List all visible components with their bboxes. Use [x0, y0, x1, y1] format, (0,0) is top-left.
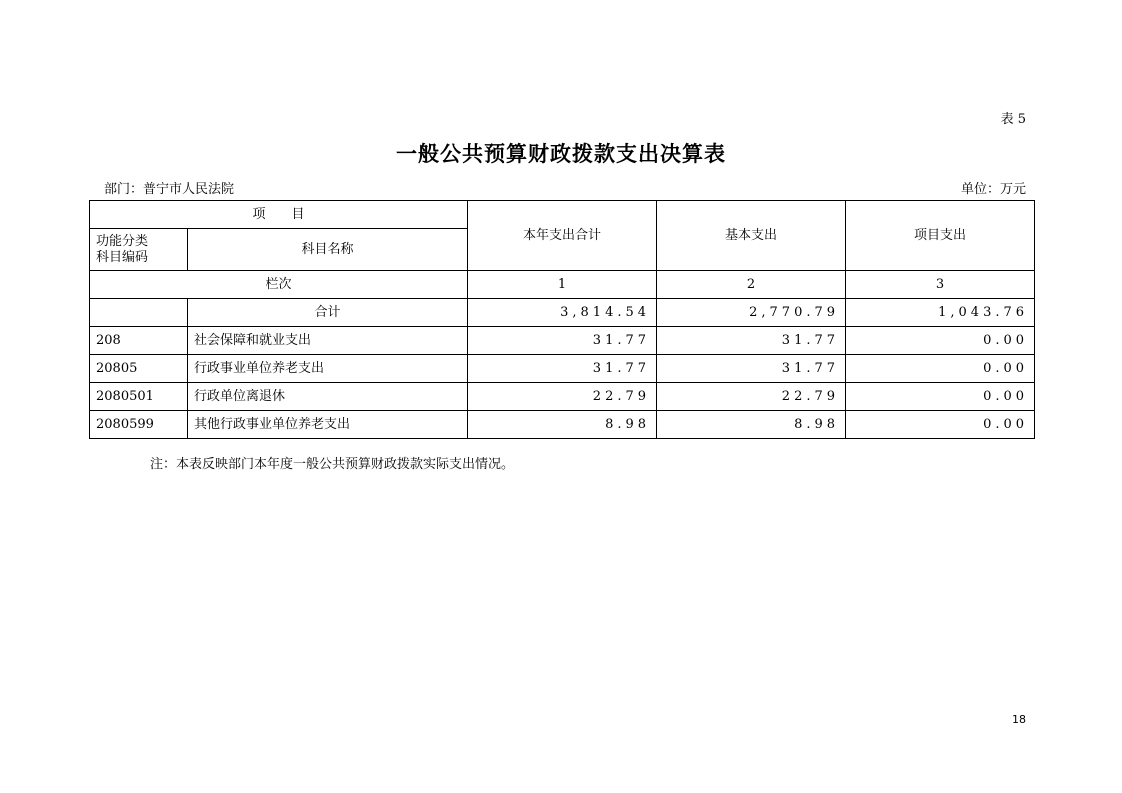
total-value-2: 2,770.79: [657, 299, 846, 327]
total-value-1: 3,814.54: [468, 299, 657, 327]
row-value-2: 22.79: [657, 383, 846, 411]
row-label-cell: 栏次: [90, 271, 468, 299]
total-value-3: 1,043.76: [846, 299, 1035, 327]
row-value-3: 0.00: [846, 411, 1035, 439]
column-number-3: 3: [846, 271, 1035, 299]
row-value-1: 31.77: [468, 327, 657, 355]
row-code-cell: 20805: [90, 355, 188, 383]
row-value-3: 0.00: [846, 355, 1035, 383]
row-value-2: 31.77: [657, 355, 846, 383]
row-value-1: 8.98: [468, 411, 657, 439]
total-code-cell: [90, 299, 188, 327]
row-value-2: 31.77: [657, 327, 846, 355]
table-row: [90, 383, 1035, 411]
row-name-cell: 行政事业单位养老支出: [188, 355, 468, 383]
total-label-cell: 合计: [188, 299, 468, 327]
table-row: [90, 355, 1035, 383]
page-number: 18: [1012, 713, 1026, 726]
page-title: 一般公共预算财政拨款支出决算表: [396, 141, 726, 166]
header-code-cell: 功能分类 科目编码: [90, 229, 188, 271]
row-name-cell: 其他行政事业单位养老支出: [188, 411, 468, 439]
table-header-row: [90, 201, 1035, 229]
header-project-expenditure: 项目支出: [846, 201, 1035, 271]
header-item-cell: 项 目: [90, 201, 468, 229]
row-code-cell: 208: [90, 327, 188, 355]
total-row: [90, 299, 1035, 327]
row-name-cell: 社会保障和就业支出: [188, 327, 468, 355]
column-number-2: 2: [657, 271, 846, 299]
table-number: 表 5: [1000, 112, 1026, 127]
department-label: 部门：普宁市人民法院: [104, 182, 235, 197]
unit-label: 单位：万元: [960, 182, 1026, 197]
header-name-cell: 科目名称: [188, 229, 468, 271]
row-code-cell: 2080599: [90, 411, 188, 439]
row-value-1: 22.79: [468, 383, 657, 411]
table-row: [90, 327, 1035, 355]
row-value-3: 0.00: [846, 383, 1035, 411]
table-row: [90, 411, 1035, 439]
row-value-3: 0.00: [846, 327, 1035, 355]
header-basic-expenditure: 基本支出: [657, 201, 846, 271]
table-note: 注：本表反映部门本年度一般公共预算财政拨款实际支出情况。: [150, 457, 515, 472]
row-name-cell: 行政单位离退休: [188, 383, 468, 411]
column-number-row: [90, 271, 1035, 299]
row-code-cell: 2080501: [90, 383, 188, 411]
budget-table: [89, 200, 1035, 439]
row-value-2: 8.98: [657, 411, 846, 439]
row-value-1: 31.77: [468, 355, 657, 383]
header-total-expenditure: 本年支出合计: [468, 201, 657, 271]
column-number-1: 1: [468, 271, 657, 299]
